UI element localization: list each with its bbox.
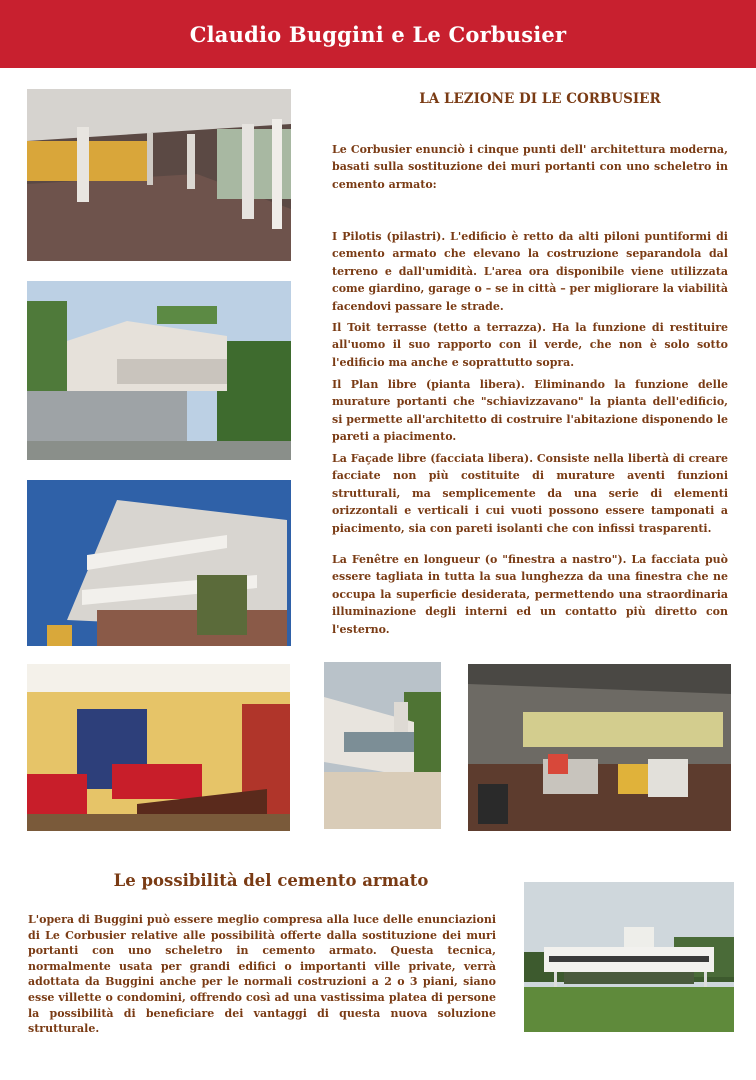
photo-apartment-building — [27, 480, 291, 646]
section2-title: Le possibilità del cemento armato — [113, 871, 429, 890]
section1-intro: Le Corbusier enunciò i cinque punti dell' architettura moderna, basati sulla sostituzione dei muri portanti con uno scheletro in cemento armato: — [332, 143, 728, 191]
section2-paragraph: L'opera di Buggini può essere meglio compresa alla luce delle enunciazioni di Le Corbusier relative alle possibilità offerte dalla sostituzione dei muri portanti con uno scheletro in cemento armato. Questa tecnica, normalmente usata per grandi edifici o importanti ville private, verrà adottata da Buggini anche per le normali costruzioni a 2 o 3 piani, siano esse villette o condomini, offrendo così ad una vastissima platea di persone la possibilità di beneficiare dei vantaggi di questa nuova soluzione strutturale. — [28, 913, 496, 1036]
photo-villa-savoye — [524, 882, 734, 1032]
photo-living-room — [27, 664, 290, 831]
point-toit-terrasse: Il Toit terrasse (tetto a terrazza). Ha la funzione di restituire all'uomo il suo rapporto con il verde, che non è solo sotto l'edificio ma anche e soprattutto sopra. — [332, 321, 728, 369]
point-plan-libre: Il Plan libre (pianta libera). Eliminando la funzione delle murature portanti che "schiavizzavano" la pianta dell'edificio, si permette all'architetto di costruire l'abitazione disponendo le pareti a piacimento. — [332, 378, 728, 444]
photo-pilotis-porch — [27, 89, 291, 261]
photo-villa-exterior — [324, 662, 441, 829]
photo-corbusier-interior — [468, 664, 731, 831]
section1-title: LA LEZIONE DI LE CORBUSIER — [419, 91, 661, 107]
page-title: Claudio Buggini e Le Corbusier — [189, 21, 567, 47]
point-fenetre: La Fenêtre en longueur (o "finestra a nastro"). La facciata può essere tagliata in tutta la sua lunghezza da una finestra che ne occupa la superficie desiderata, permettendo una straordinaria illuminazione degli interni ed un contatto più diretto con l'esterno. — [332, 553, 728, 636]
page-header — [0, 0, 756, 68]
point-pilotis: I Pilotis (pilastri). L'edificio è retto da alti piloni puntiformi di cemento armato che elevano la costruzione separandola dal terreno e dall'umidità. L'area ora disponibile viene utilizzata come giardino, garage o – se in città – per migliorare la viabilità facendovi passare le strade. — [332, 230, 728, 313]
point-facade-libre: La Façade libre (facciata libera). Consiste nella libertà di creare facciate non più costituite di murature aventi funzioni strutturali, ma semplicemente da una serie di elementi orizzontali e verticali i cui vuoti possono essere tamponati a piacimento, sia con pareti isolanti che con infissi trasparenti. — [332, 452, 728, 535]
photo-villa-terrace — [27, 281, 291, 460]
